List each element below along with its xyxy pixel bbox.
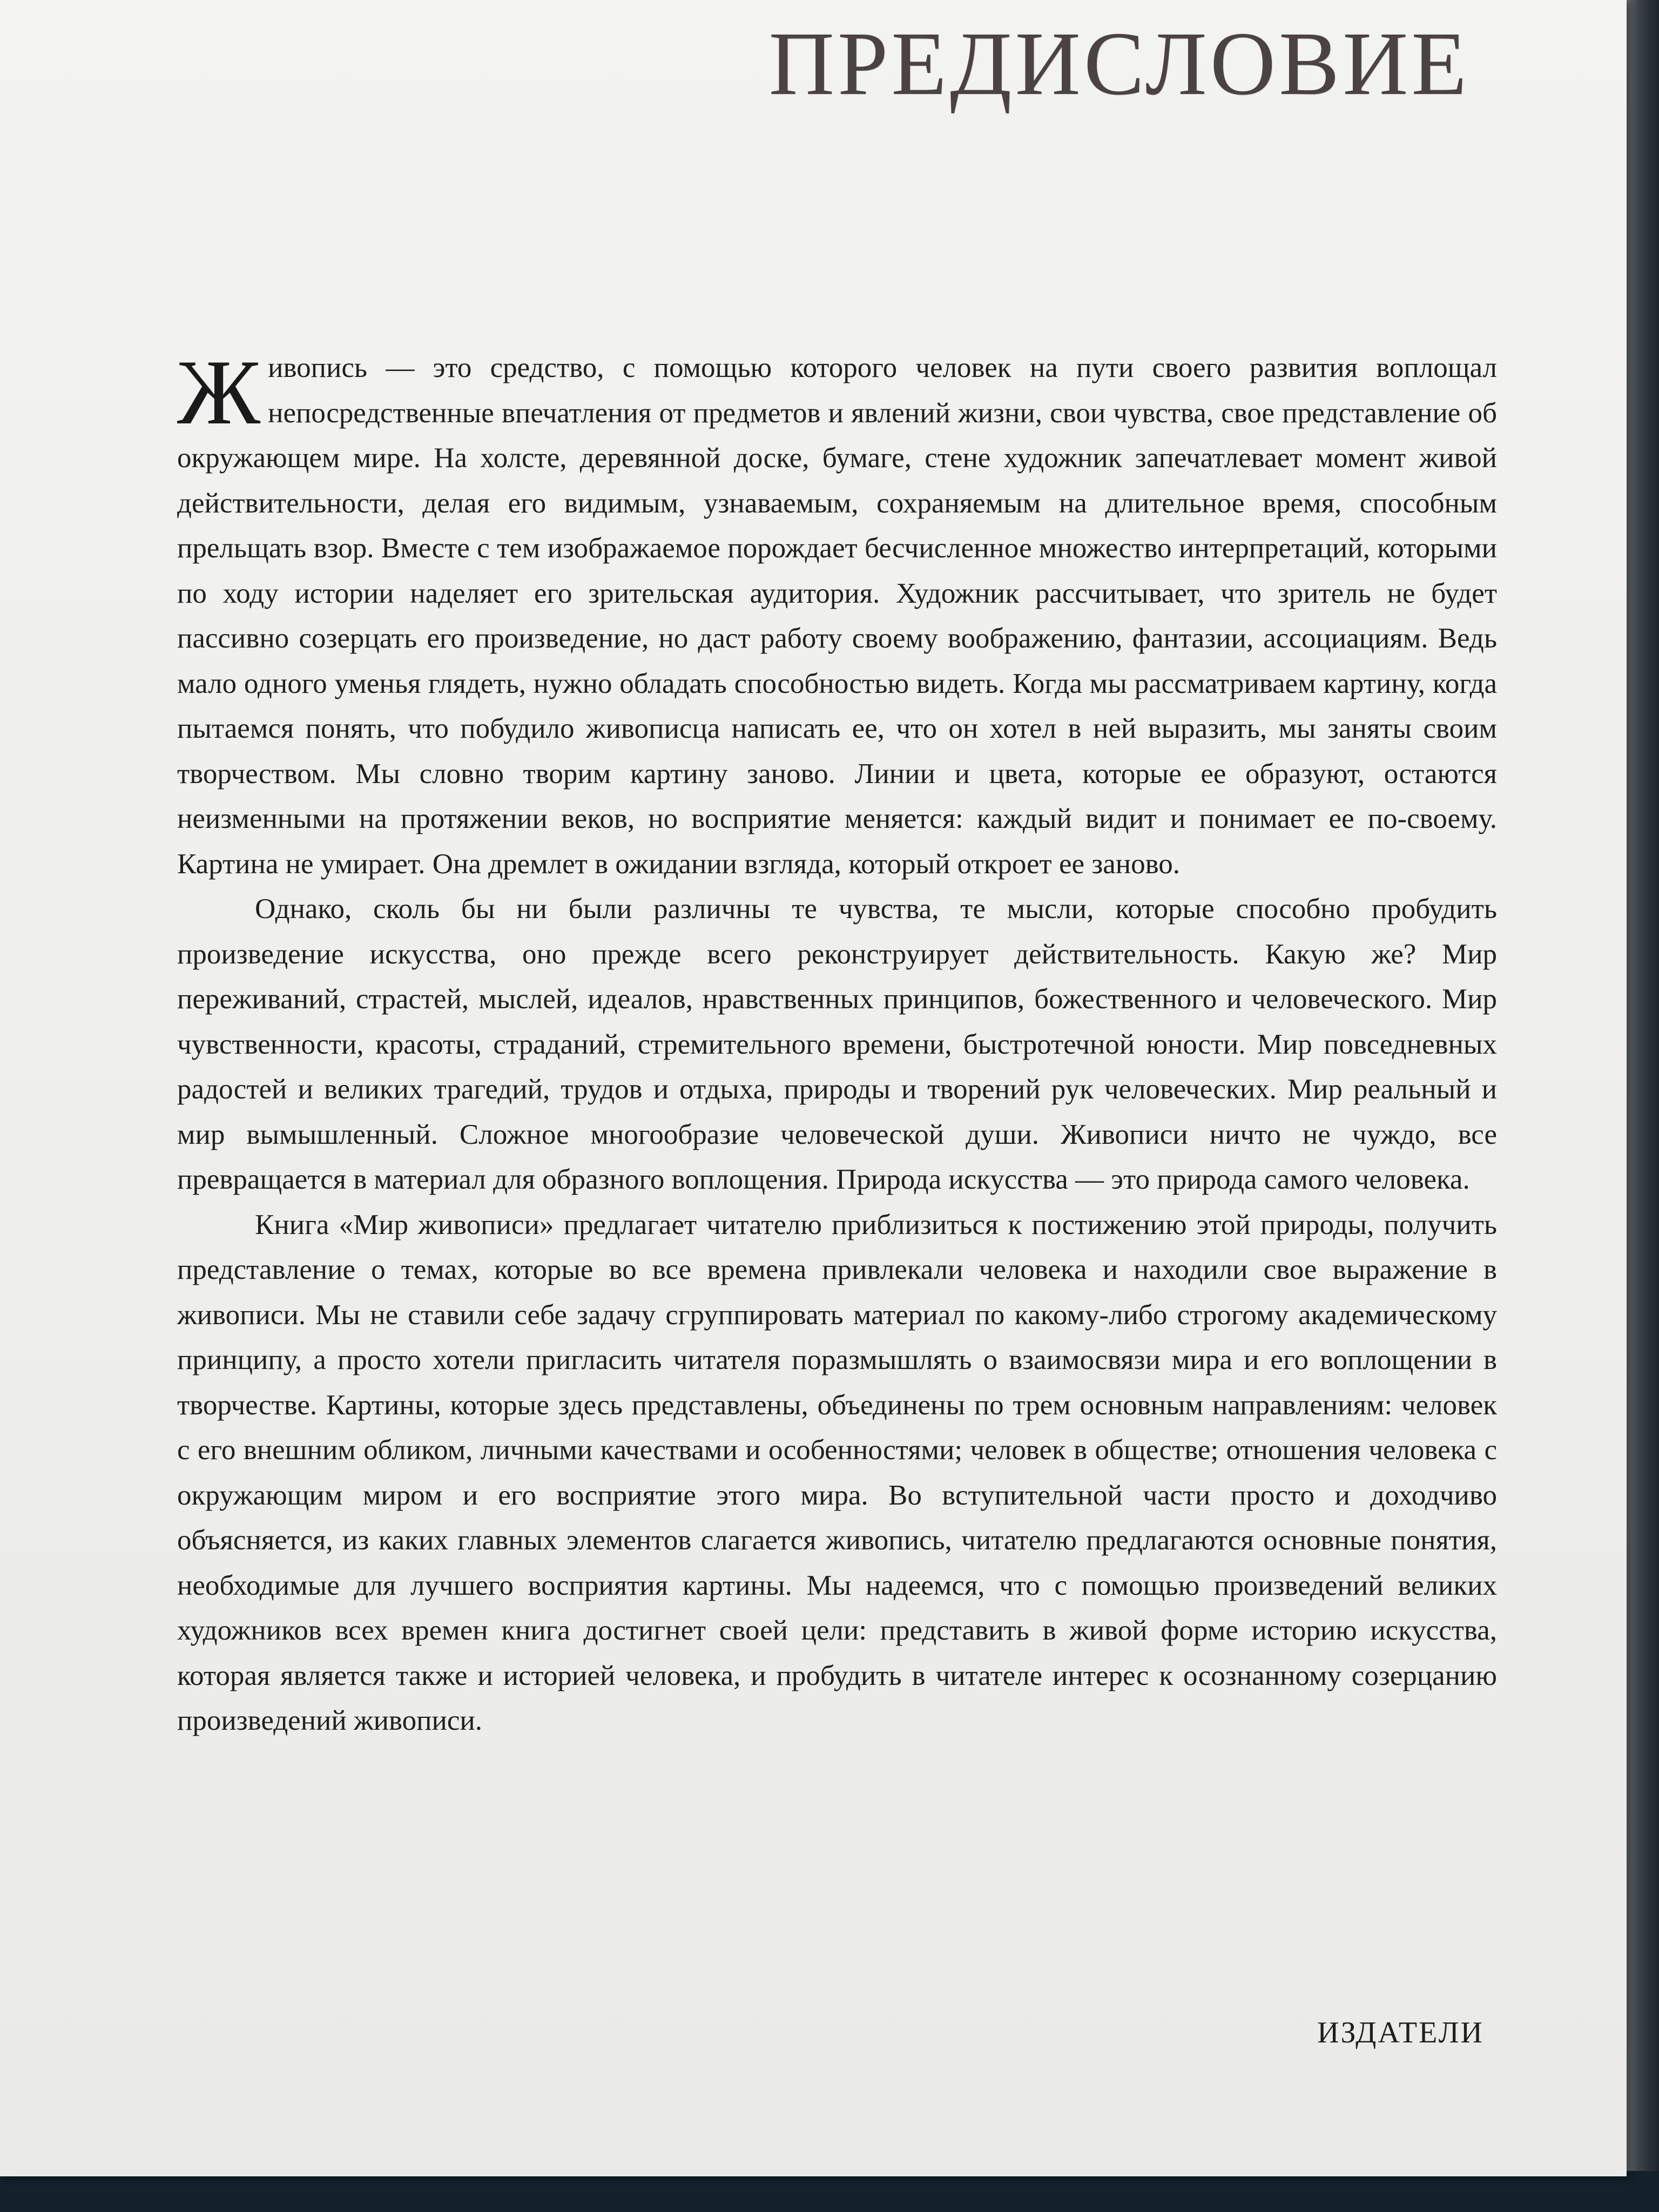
paragraph-1 (177, 341, 1497, 887)
page-title: ПРЕДИСЛОВИЕ (768, 14, 1470, 114)
paragraph-3: Книга «Мир живописи» предлагает читателю приблизиться к постижению этой природы, получить представление о темах, которые во все времена привлекали человека и находили свое выражение в живописи. Мы не ставили себе задачу сгруппировать материал по какому-либо строгому академическому принципу, а просто хотели пригласить читателя поразмышлять о взаимосвязи мира и его воплощении в творчестве. Картины, которые здесь представлены, объединены по трем основным направлениям: человек с его внешним обликом, личными качествами и особенностями; человек в обществе; отношения человека с окружающим миром и его восприятие этого мира. Во вступительной части просто и доходчиво объясняется, из каких главных элементов слагается живопись, читателю предлагаются основные понятия, необходимые для лучшего восприятия картины. Мы надеемся, что с помощью произведений великих художников всех времен книга достигнет своей цели: представить в живой форме историю искусства, которая является также и историей человека, и пробудить в читателе интерес к осознанному созерцанию произведений живописи. (177, 1209, 1497, 1736)
paragraph-1-text: ивопись — это средство, с помощью которого человек на пути своего развития воплощал непосредственные впечатления от предметов и явлений жизни, свои чувства, свое представление об окружающем мире. На холсте, деревянной доске, бумаге, стене художник запечатлевает момент живой действительности, делая его видимым, узнаваемым, сохраняемым на длительное время, способным прельщать взор. Вместе с тем изображаемое порождает бесчисленное множество интерпретаций, которыми по ходу истории наделяет его зрительская аудитория. Художник рассчитывает, что зритель не будет пассивно созерцать его произведение, но даст работу своему воображению, фантазии, ассоциациям. Ведь мало одного уменья глядеть, нужно обладать способностью видеть. Когда мы рассматриваем картину, когда пытаемся понять, что побудило живописца написать ее, что он хотел в ней выразить, мы заняты своим творчеством. Мы словно творим картину заново. Линии и цвета, которые ее образуют, остаются неизменными на протяжении веков, но восприятие меняется: каждый видит и понимает ее по-своему. Картина не умирает. Она дремлет в ожидании взгляда, который откроет ее заново. (177, 352, 1497, 880)
preface-body (177, 341, 1497, 1744)
background-surface-bottom (0, 2171, 1659, 2212)
publisher-signature: ИЗДАТЕЛИ (1317, 2016, 1484, 2049)
drop-cap-letter: Ж (177, 341, 261, 444)
background-surface-right (1626, 0, 1659, 2212)
paragraph-2: Однако, сколь бы ни были различны те чувства, те мысли, которые способно пробудить произведение искусства, оно прежде всего реконструирует действительность. Какую же? Мир переживаний, страстей, мыслей, идеалов, нравственных принципов, божественного и человеческого. Мир чувственности, красоты, страданий, стремительного времени, быстротечной юности. Мир повседневных радостей и великих трагедий, трудов и отдыха, природы и творений рук человеческих. Мир реальный и мир вымышленный. Сложное многообразие человеческой души. Живописи ничто не чуждо, все превращается в материал для образного воплощения. Природа искусства — это природа самого человека. (177, 893, 1497, 1195)
